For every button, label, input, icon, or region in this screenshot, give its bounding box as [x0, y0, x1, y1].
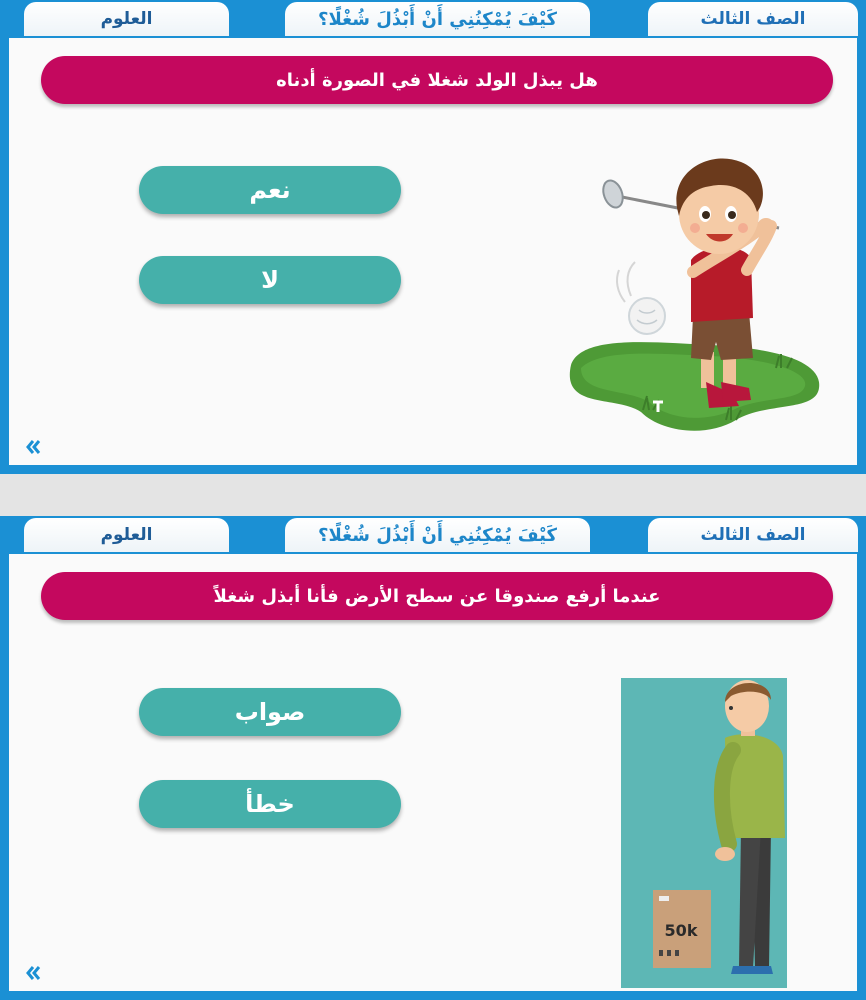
chevron-left-icon [24, 438, 42, 456]
grade-tab: الصف الثالث [648, 2, 858, 36]
back-button[interactable] [23, 963, 43, 983]
answer-false-button[interactable]: خطأ [139, 780, 401, 828]
subject-tab: العلوم [24, 518, 229, 552]
slide-1 [0, 0, 866, 474]
man-box-illustration [621, 678, 787, 988]
answer-yes-button[interactable]: نعم [139, 166, 401, 214]
slide-2 [0, 516, 866, 1000]
slide-content [9, 554, 857, 991]
box-weight-label: 50k [664, 921, 698, 940]
lesson-title-tab: كَيْفَ يُمْكِنُنِي أَنْ أَبْذُلَ شُغْلًا؟ [285, 518, 590, 552]
back-button[interactable] [23, 437, 43, 457]
chevron-left-icon [24, 964, 42, 982]
grade-tab: الصف الثالث [648, 518, 858, 552]
boy-golf-illustration [561, 120, 831, 440]
answer-no-button[interactable]: لا [139, 256, 401, 304]
lesson-title-tab: كَيْفَ يُمْكِنُنِي أَنْ أَبْذُلَ شُغْلًا؟ [285, 2, 590, 36]
slide-content [9, 38, 857, 465]
subject-tab: العلوم [24, 2, 229, 36]
question-banner: عندما أرفع صندوقا عن سطح الأرض فأنا أبذل شغلاً [41, 572, 833, 620]
answer-true-button[interactable]: صواب [139, 688, 401, 736]
question-banner: هل يبذل الولد شغلا في الصورة أدناه [41, 56, 833, 104]
